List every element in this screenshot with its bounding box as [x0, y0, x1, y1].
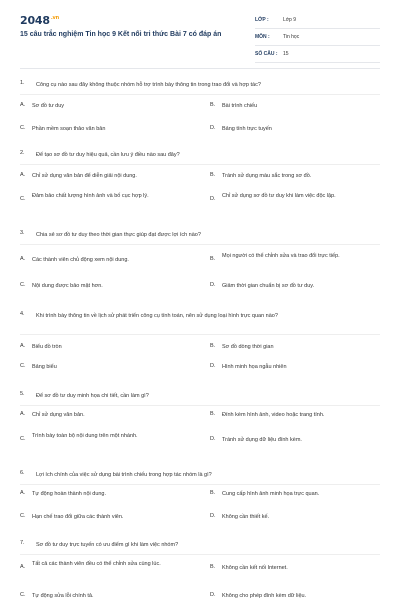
option-letter: B.: [210, 172, 216, 178]
option-letter: D.: [210, 436, 216, 442]
option-text: Các thành viên chủ động xem nội dung.: [32, 257, 129, 263]
question-divider: [20, 334, 380, 335]
option-letter: A.: [20, 490, 26, 496]
option-text: Không cần kết nối Internet.: [222, 565, 288, 571]
option-letter: D.: [210, 125, 216, 131]
option-text: Đảm bảo chất lượng hình ảnh và bố cục hợp lý.: [32, 193, 149, 199]
question-divider: [20, 94, 380, 95]
option-letter: B.: [210, 256, 216, 262]
question-number: 5.: [20, 391, 25, 397]
option-letter: D.: [210, 513, 216, 519]
option-letter: C.: [20, 196, 26, 202]
option-text: Tự động hoàn thành nội dung.: [32, 491, 107, 497]
option-text: Không cần thiết kế.: [222, 514, 270, 520]
option-text: Nội dung được bảo mật hơn.: [32, 283, 103, 289]
question-divider: [20, 554, 380, 555]
option-text: Trình bày toàn bộ nội dung trên một nhánh.: [32, 433, 138, 439]
question-text: Để sơ đồ tư duy minh họa chi tiết, cần làm gì?: [36, 393, 149, 399]
document-title: 15 câu trắc nghiệm Tin học 9 Kết nối tri thức Bài 7 có đáp án: [20, 31, 222, 38]
option-letter: A.: [20, 411, 26, 417]
question-divider: [20, 405, 380, 406]
logo-main: 2048: [20, 14, 50, 27]
option-letter: B.: [210, 564, 216, 570]
option-letter: B.: [210, 343, 216, 349]
option-letter: B.: [210, 102, 216, 108]
question-text: Khi trình bày thông tin về lịch sử phát triển công cụ tính toán, nên sử dụng loại hình trực quan nào?: [36, 313, 278, 319]
option-letter: A.: [20, 343, 26, 349]
option-letter: C.: [20, 282, 26, 288]
option-letter: B.: [210, 411, 216, 417]
option-text: Tránh sử dụng màu sắc trong sơ đồ.: [222, 173, 312, 179]
question-text: Lợi ích chính của việc sử dụng bài trình chiếu trong hợp tác nhóm là gì?: [36, 472, 212, 478]
option-text: Chỉ sử dụng văn bản.: [32, 412, 85, 418]
question-number: 4.: [20, 311, 25, 317]
option-text: Bài trình chiếu: [222, 103, 258, 109]
option-text: Mọi người có thể chỉnh sửa và trao đổi trực tiếp.: [222, 253, 340, 259]
question-divider: [20, 484, 380, 485]
option-letter: D.: [210, 196, 216, 202]
option-text: Giảm thời gian chuẩn bị sơ đồ tư duy.: [222, 283, 315, 289]
option-text: Hạn chế trao đổi giữa các thành viên.: [32, 514, 124, 520]
option-text: Hình minh họa ngẫu nhiên: [222, 364, 287, 370]
question-divider: [20, 164, 380, 165]
option-text: Cung cấp hình ảnh minh họa trực quan.: [222, 491, 320, 497]
question-text: Để tạo sơ đồ tư duy hiệu quả, cần lưu ý điều nào sau đây?: [36, 152, 180, 158]
option-letter: C.: [20, 436, 26, 442]
option-text: Tự động sửa lỗi chính tả.: [32, 593, 94, 599]
option-text: Chỉ sử dụng văn bản để diễn giải nội dung.: [32, 173, 137, 179]
option-letter: A.: [20, 564, 26, 570]
option-letter: A.: [20, 172, 26, 178]
option-text: Không cho phép đính kèm dữ liệu.: [222, 593, 307, 599]
option-letter: B.: [210, 490, 216, 496]
question-number: 1.: [20, 80, 25, 86]
meta-value: Tin học: [283, 34, 300, 40]
meta-value: Lớp 9: [283, 17, 297, 23]
question-number: 7.: [20, 540, 25, 546]
question-text: Công cụ nào sau đây không thuộc nhóm hỗ trợ trình bày thông tin trong trao đổi và hợp tác?: [36, 82, 261, 88]
option-text: Bảng tính trực tuyến: [222, 126, 272, 132]
logo-suffix: .vn: [50, 15, 59, 22]
option-text: Chỉ sử dụng sơ đồ tư duy khi làm việc độc lập.: [222, 193, 336, 199]
option-letter: A.: [20, 102, 26, 108]
option-text: Tránh sử dụng dữ liệu đính kèm.: [222, 437, 302, 443]
question-text: Sơ đồ tư duy trực tuyến có ưu điểm gì khi làm việc nhóm?: [36, 542, 179, 548]
option-letter: D.: [210, 282, 216, 288]
option-text: Sơ đồ tư duy: [32, 103, 65, 109]
option-letter: C.: [20, 592, 26, 598]
option-letter: C.: [20, 513, 26, 519]
meta-label: SỐ CÂU :: [255, 51, 278, 57]
meta-value: 15: [283, 51, 289, 57]
option-text: Phần mềm soạn thảo văn bản: [32, 126, 106, 132]
meta-label: MÔN :: [255, 34, 270, 40]
question-number: 2.: [20, 150, 25, 156]
question-number: 3.: [20, 230, 25, 236]
question-number: 6.: [20, 470, 25, 476]
question-divider: [20, 244, 380, 245]
option-letter: A.: [20, 256, 26, 262]
option-letter: C.: [20, 363, 26, 369]
option-text: Biểu đồ tròn: [32, 344, 62, 350]
option-text: Đính kèm hình ảnh, video hoặc trang tính.: [222, 412, 325, 418]
meta-label: LỚP :: [255, 17, 269, 23]
question-text: Chia sẻ sơ đồ tư duy theo thời gian thực giúp đạt được lợi ích nào?: [36, 232, 201, 238]
option-text: Bảng biểu: [32, 364, 57, 370]
option-letter: D.: [210, 363, 216, 369]
option-letter: C.: [20, 125, 26, 131]
option-text: Tất cả các thành viên đều có thể chỉnh sửa cùng lúc.: [32, 561, 161, 567]
option-letter: D.: [210, 592, 216, 598]
option-text: Sơ đồ dòng thời gian: [222, 344, 274, 350]
